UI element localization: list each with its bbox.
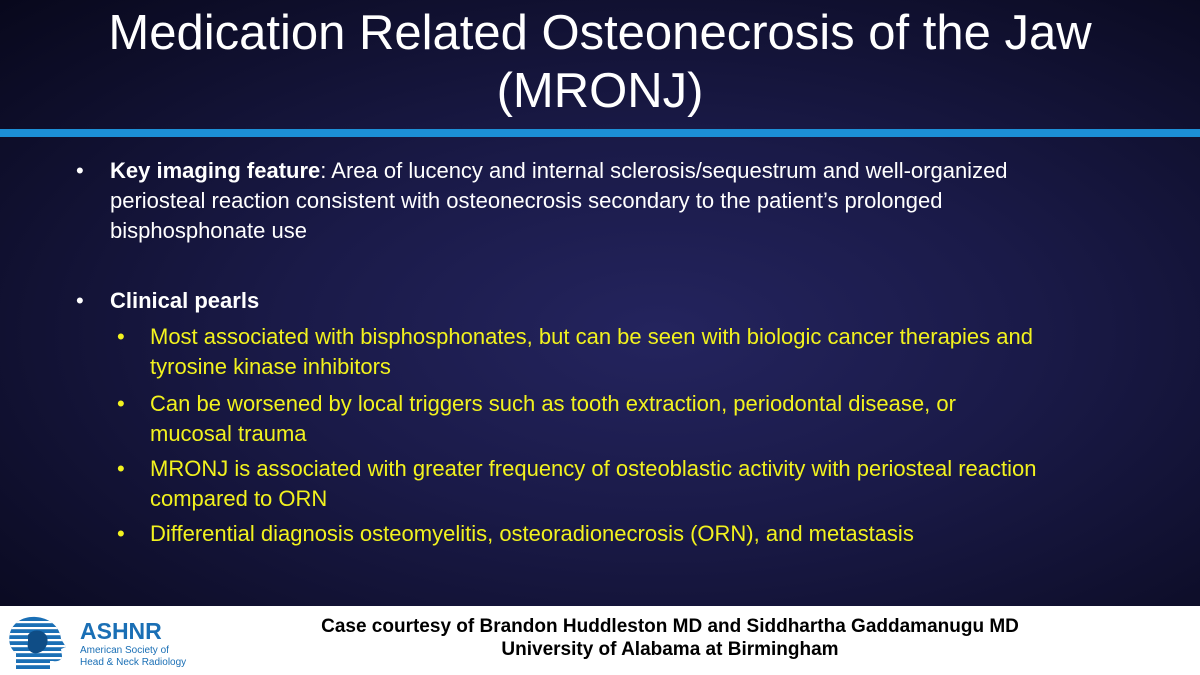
credit-line-institution: University of Alabama at Birmingham [501,639,839,660]
pearl-item-line: compared to ORN [150,486,328,511]
slide-footer [0,606,1200,675]
logo-subtitle: American Society of Head & Neck Radiology [80,645,187,668]
clinical-pearls-heading: Clinical pearls [110,288,260,313]
pearl-item-line: Can be worsened by local triggers such as tooth extraction, periodontal disease, or [150,391,956,416]
pearl-item-line: Most associated with bisphosphonates, but can be seen with biologic cancer therapies and [150,324,1033,349]
bullet-dot: • [76,288,84,313]
sub-bullet-dot: • [117,456,125,481]
logo-brand-text: ASHNR [80,618,162,644]
credit-line-authors: Case courtesy of Brandon Huddleston MD and Siddhartha Gaddamanugu MD [321,616,1019,637]
key-feature-label: Key imaging feature [110,158,321,183]
pearl-item-line: MRONJ is associated with greater frequency of osteoblastic activity with periosteal reaction [150,456,1037,481]
pearl-item-line: Differential diagnosis osteomyelitis, osteoradionecrosis (ORN), and metastasis [150,521,914,546]
key-feature-text-line-2: periosteal reaction consistent with osteonecrosis secondary to the patient’s prolonged [110,188,943,213]
ashnr-logo [6,615,186,671]
key-feature-text-line-3: bisphosphonate use [110,218,307,243]
pearl-item-line: tyrosine kinase inhibitors [150,354,391,379]
title-line-1: Medication Related Osteonecrosis of the Jaw [108,6,1092,60]
sub-bullet-dot: • [117,391,125,416]
key-feature-text-line-1: : Area of lucency and internal sclerosis/sequestrum and well-organized [320,158,1008,183]
bullet-dot: • [76,158,84,183]
sub-bullet-dot: • [117,521,125,546]
head-profile-logo-icon [6,615,74,671]
title-line-2: (MRONJ) [496,64,704,118]
bullet-text [110,156,1170,246]
pearl-item-line: mucosal trauma [150,421,307,446]
sub-bullet-dot: • [117,324,125,349]
case-credit [240,615,1100,661]
